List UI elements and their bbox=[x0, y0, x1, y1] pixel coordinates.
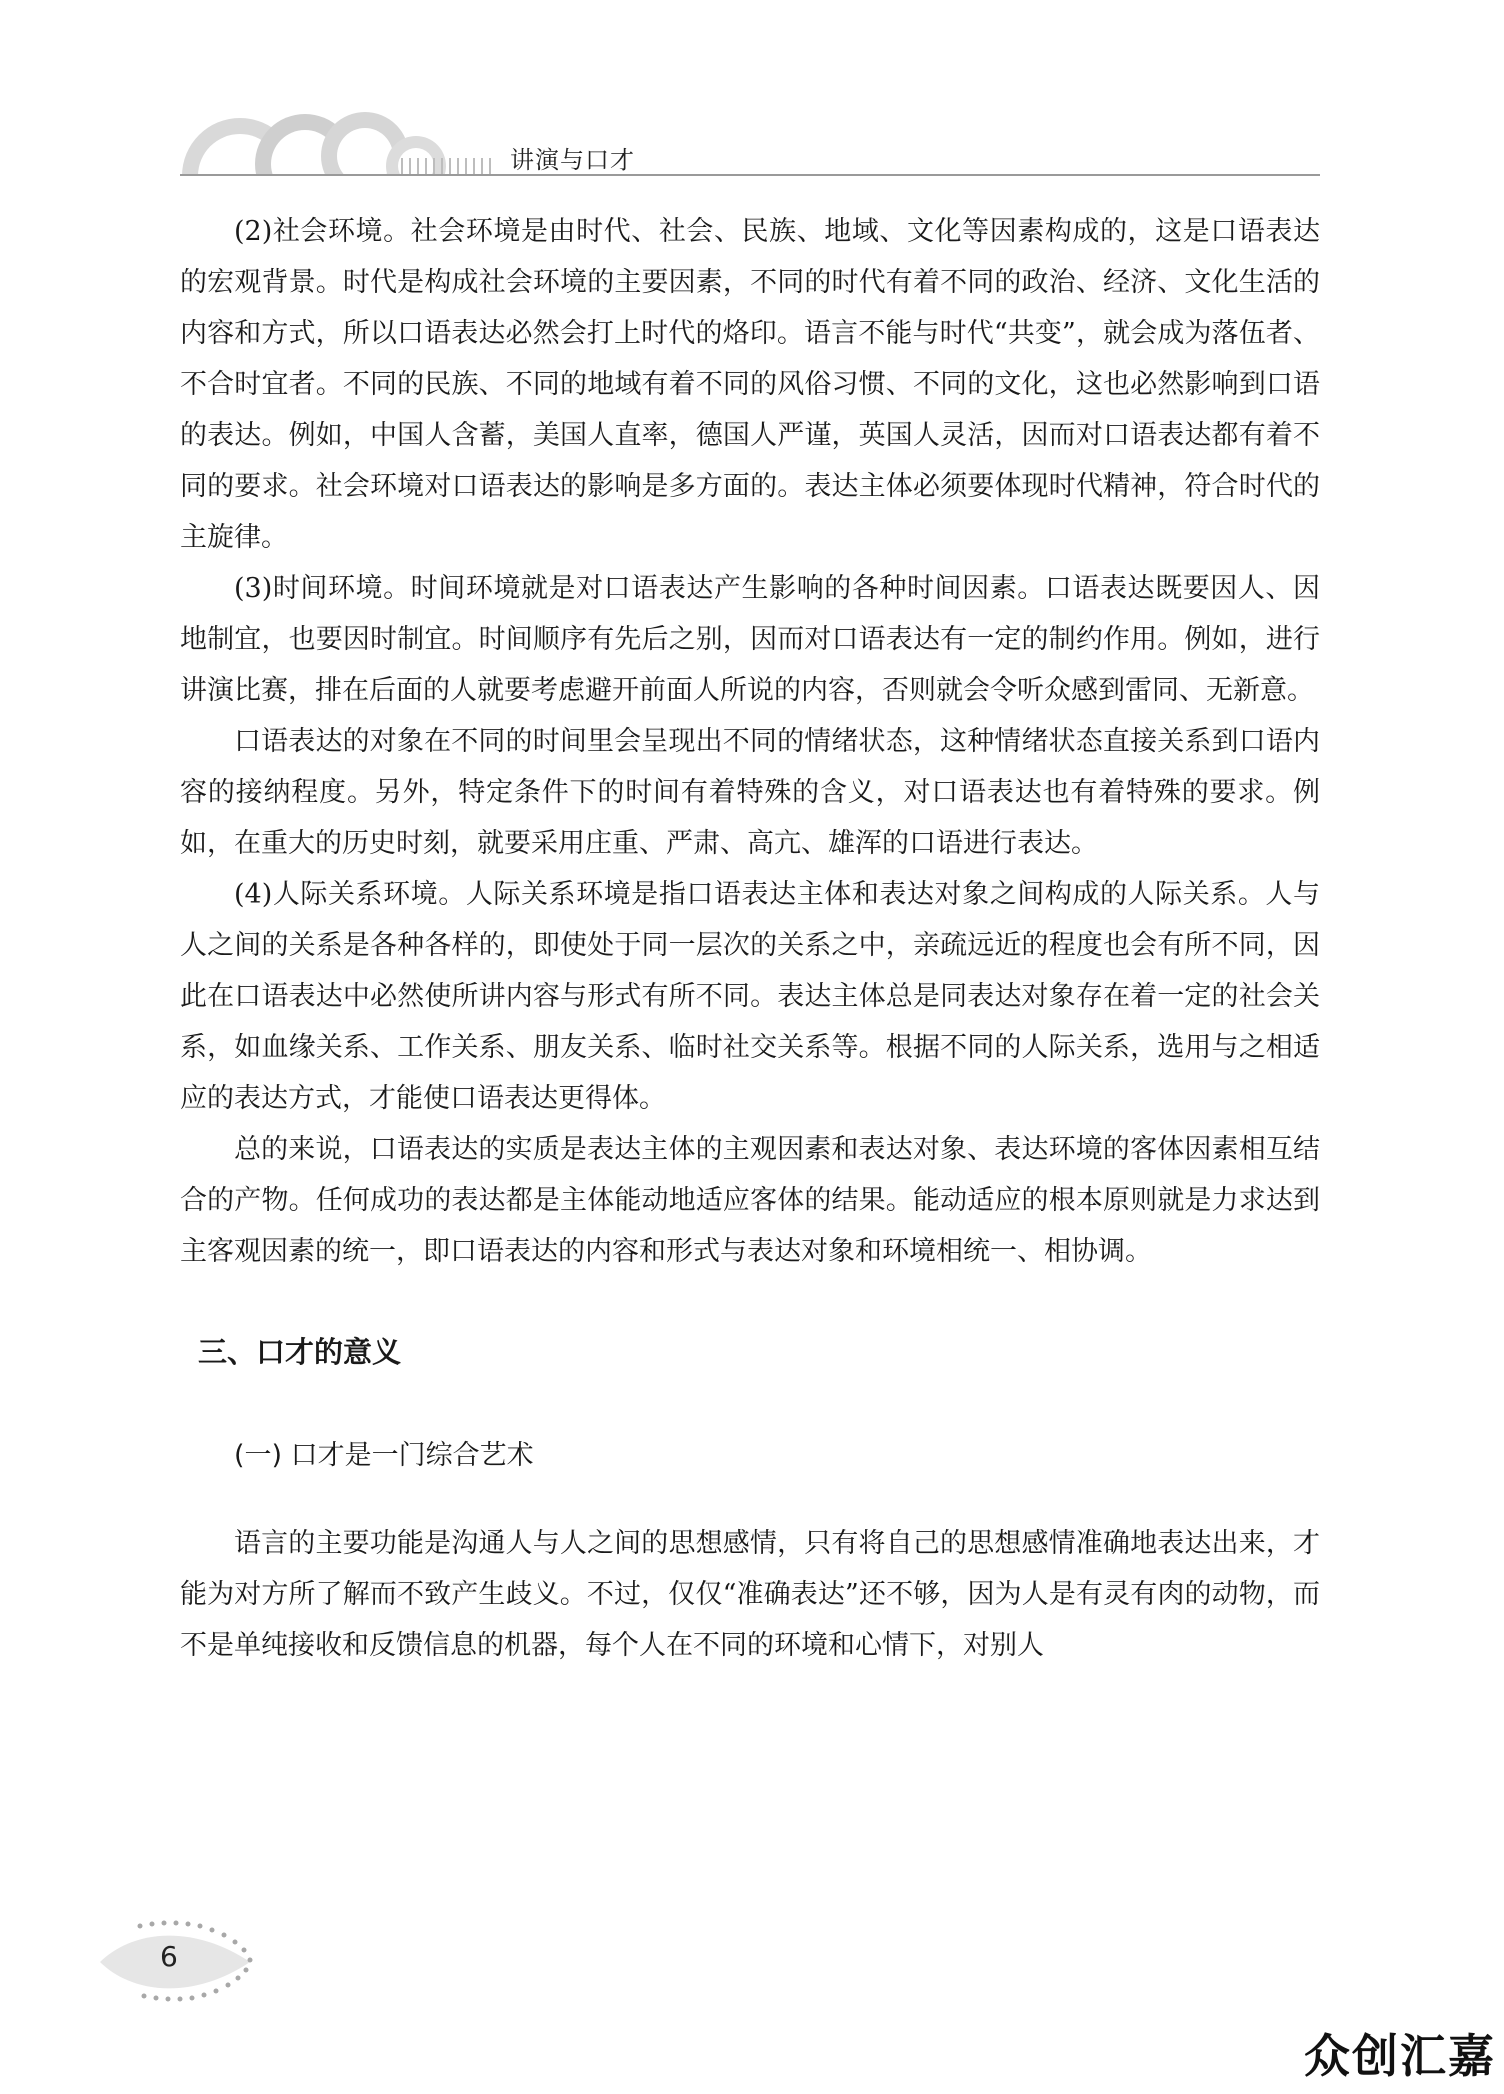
paragraph-time-environment: (3)时间环境。时间环境就是对口语表达产生影响的各种时间因素。口语表达既要因人、因地制宜，也要因时制宜。时间顺序有先后之别，因而对口语表达有一定的制约作用。例如，进行讲演比赛，排在后面的人就要考虑避开前面人所说的内容，否则就会令听众感到雷同、无新意。 bbox=[180, 573, 1320, 706]
page-body bbox=[180, 206, 1320, 1671]
paragraph-social-environment: (2)社会环境。社会环境是由时代、社会、民族、地域、文化等因素构成的，这是口语表达的宏观背景。时代是构成社会环境的主要因素，不同的时代有着不同的政治、经济、文化生活的内容和方式，所以口语表达必然会打上时代的烙印。语言不能与时代“共变”，就会成为落伍者、不合时宜者。不同的民族、不同的地域有着不同的风俗习惯、不同的文化，这也必然影响到口语的表达。例如，中国人含蓄，美国人直率，德国人严谨，英国人灵活，因而对口语表达都有着不同的要求。社会环境对口语表达的影响是多方面的。表达主体必须要体现时代精神，符合时代的主旋律。 bbox=[180, 216, 1320, 553]
book-title: 讲演与口才 bbox=[510, 146, 635, 174]
section-heading: 三、口才的意义 bbox=[198, 1335, 402, 1369]
page-footer bbox=[100, 1918, 260, 2004]
page-number: 6 bbox=[160, 1940, 178, 1973]
leaf-ornament-icon bbox=[100, 1918, 260, 2004]
paragraph-summary: 总的来说，口语表达的实质是表达主体的主观因素和表达对象、表达环境的客体因素相互结合的产物。任何成功的表达都是主体能动地适应客体的结果。能动适应的根本原则就是力求达到主客观因素的统一，即口语表达的内容和形式与表达对象和环境相统一、相协调。 bbox=[180, 1134, 1320, 1267]
subsection-heading: (一) 口才是一门综合艺术 bbox=[234, 1440, 534, 1471]
header-divider bbox=[180, 174, 1320, 176]
paragraph-audience-mood: 口语表达的对象在不同的时间里会呈现出不同的情绪状态，这种情绪状态直接关系到口语内容的接纳程度。另外，特定条件下的时间有着特殊的含义，对口语表达也有着特殊的要求。例如，在重大的历史时刻，就要采用庄重、严肃、高亢、雄浑的口语进行表达。 bbox=[180, 726, 1320, 859]
page-header bbox=[180, 100, 1320, 180]
paragraph-interpersonal-environment: (4)人际关系环境。人际关系环境是指口语表达主体和表达对象之间构成的人际关系。人与人之间的关系是各种各样的，即使处于同一层次的关系之中，亲疏远近的程度也会有所不同，因此在口语表达中必然使所讲内容与形式有所不同。表达主体总是同表达对象存在着一定的社会关系，如血缘关系、工作关系、朋友关系、临时社交关系等。根据不同的人际关系，选用与之相适应的表达方式，才能使口语表达更得体。 bbox=[180, 879, 1320, 1114]
paragraph-language-function: 语言的主要功能是沟通人与人之间的思想感情，只有将自己的思想感情准确地表达出来，才能为对方所了解而不致产生歧义。不过，仅仅“准确表达”还不够，因为人是有灵有肉的动物，而不是单纯接收和反馈信息的机器，每个人在不同的环境和心情下，对别人 bbox=[180, 1528, 1320, 1661]
watermark: 众创汇嘉 bbox=[1304, 2029, 1496, 2083]
cloud-ornament-icon bbox=[180, 100, 500, 176]
